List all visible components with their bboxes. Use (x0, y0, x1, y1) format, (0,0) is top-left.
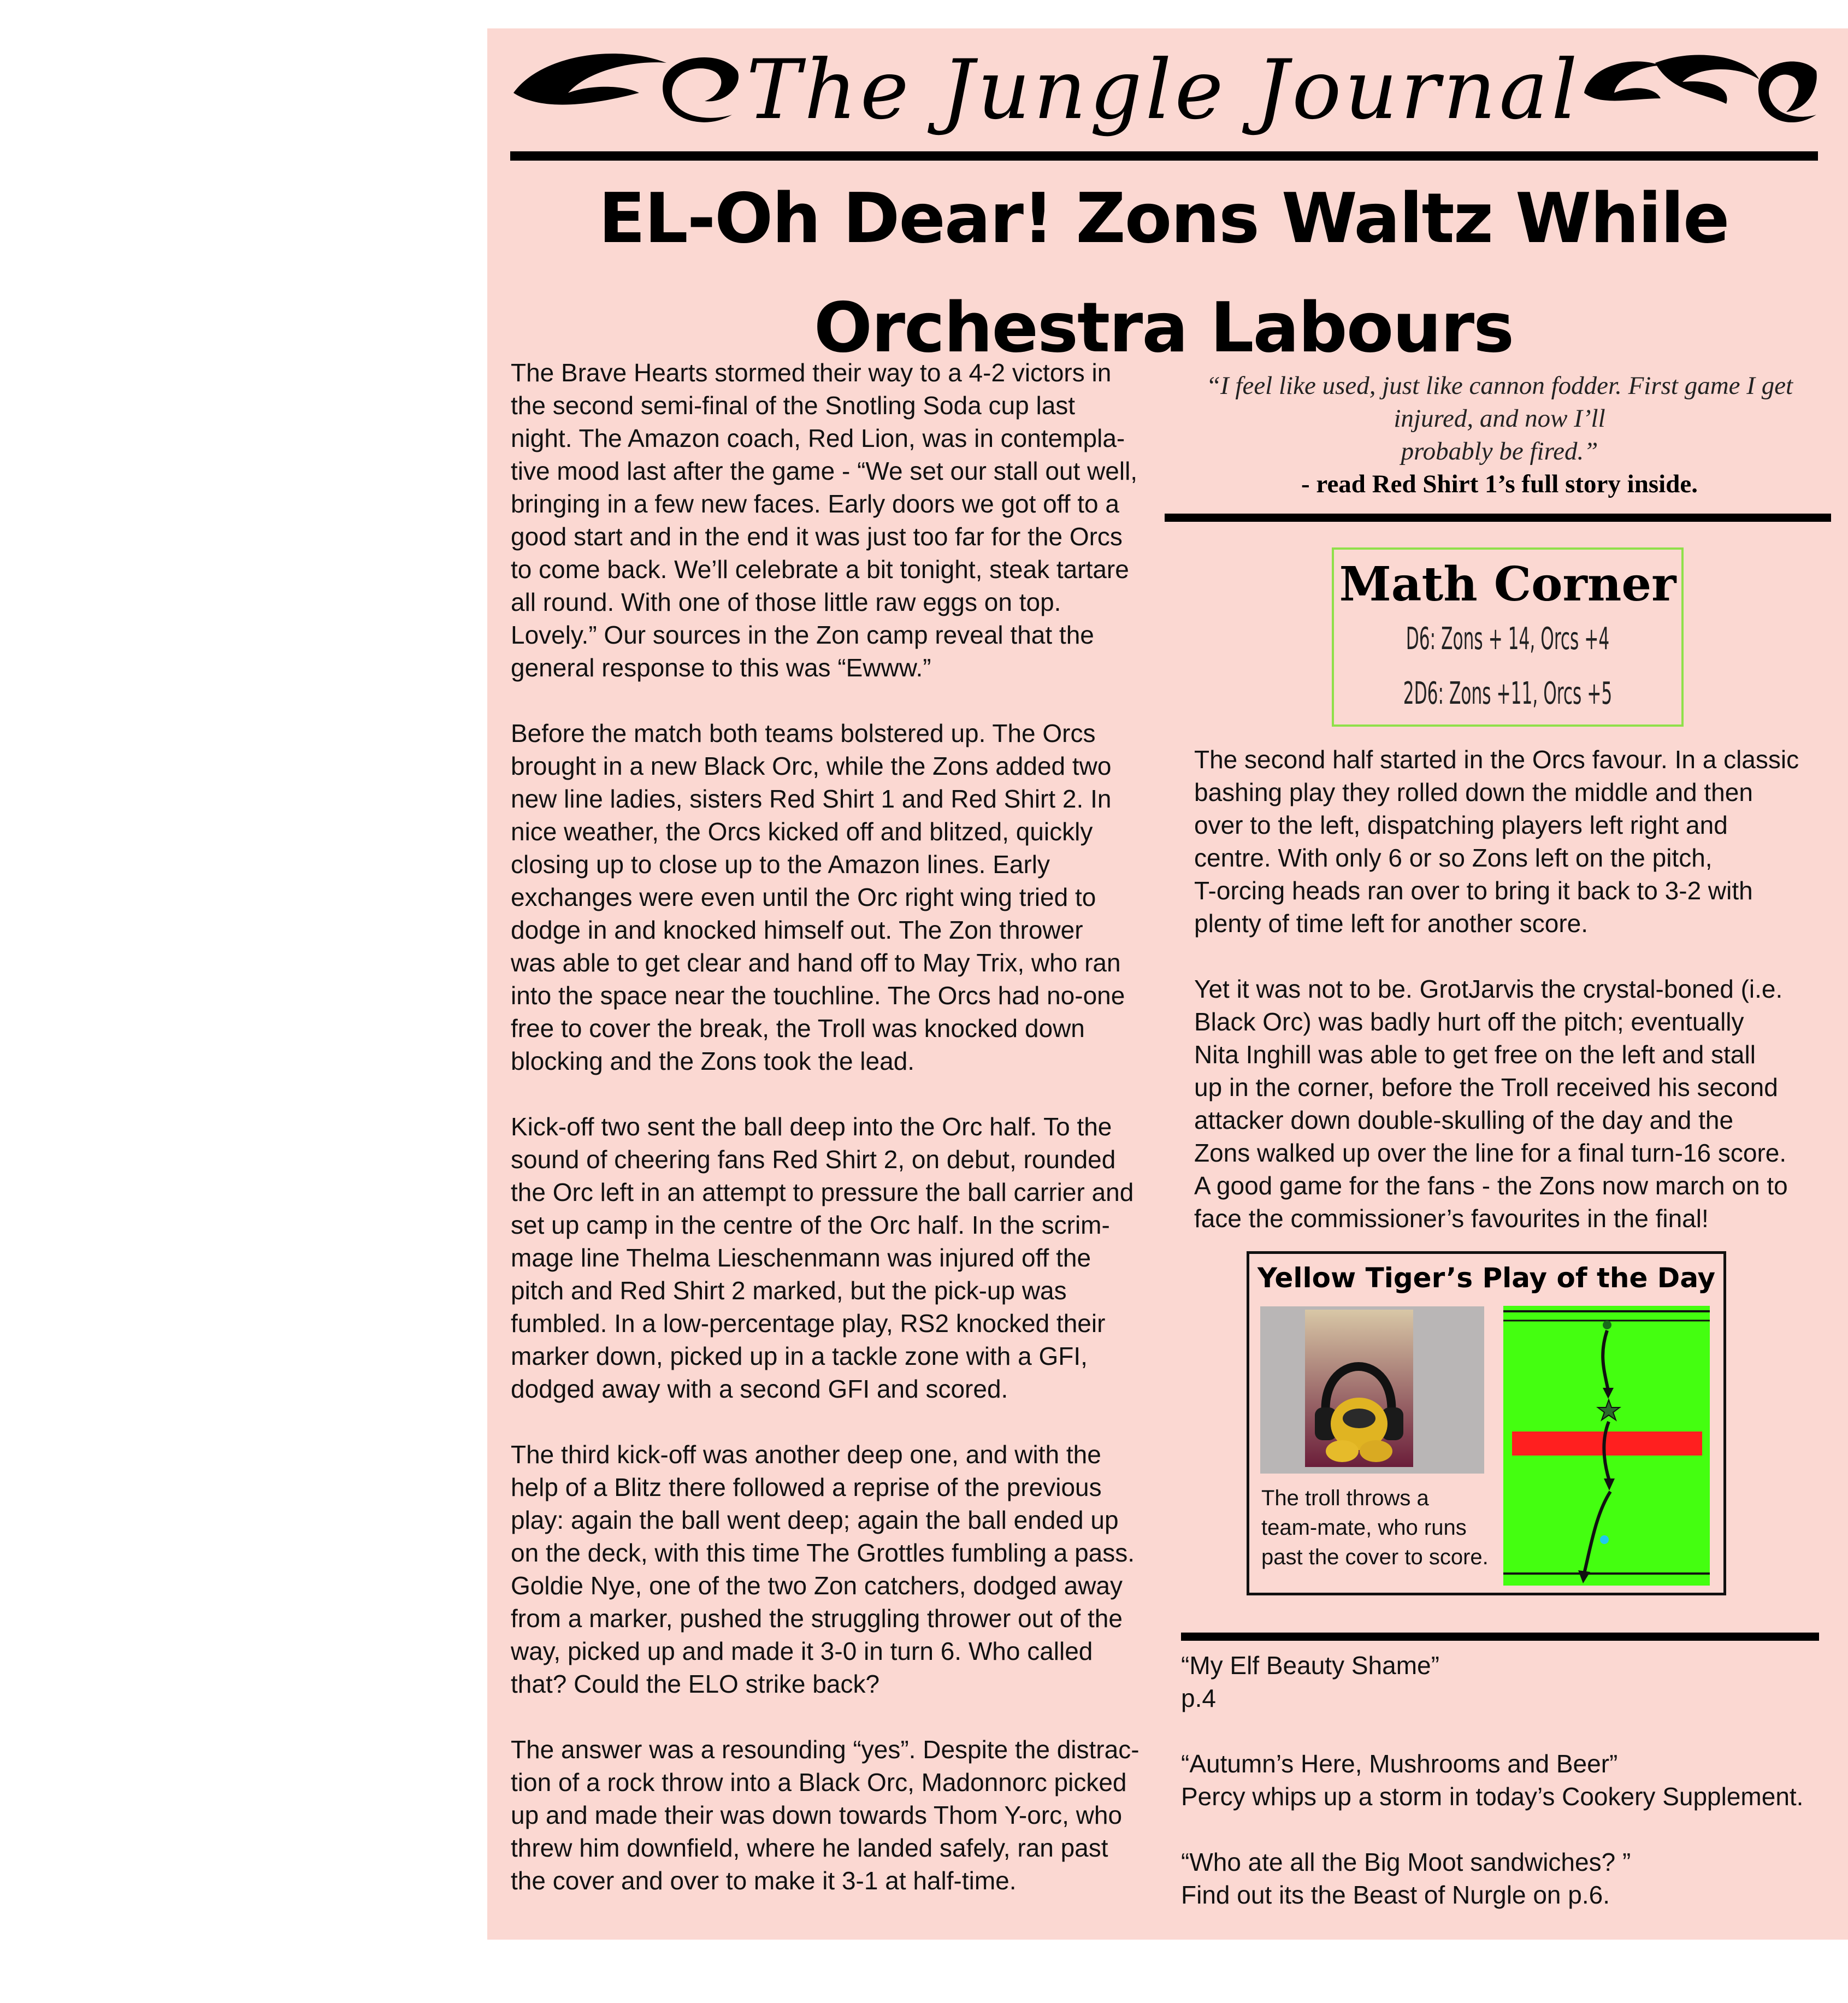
teaser-sub: Percy whips up a storm in today’s Cookery Supplement. (1181, 1782, 1804, 1811)
article-paragraph: Yet it was not to be. GrotJarvis the crystal-boned (i.e. Black Orc) was badly hurt off the pitch; eventually Nita Inghill was able to get free on the left and stall up in the corner, before the Troll received his second attacker down double-skulling of the day and the Zons walked up over the line for a final turn-16 score. A good game for the fans - the Zons now march on to face the commissioner’s favourites in the final! (1194, 975, 1788, 1233)
teaser-item[interactable] (1181, 1747, 1837, 1813)
teaser-sub: p.4 (1181, 1684, 1216, 1712)
left-flourish-icon (513, 54, 739, 122)
masthead-title: The Jungle Journal (746, 43, 1581, 138)
play-of-the-day-box (1247, 1251, 1726, 1595)
quote-text: “I feel like used, just like cannon fodder. First game I get injured, and now I’ll probably be fired.” (1206, 372, 1793, 466)
teaser-headline: “My Elf Beauty Shame” (1181, 1651, 1439, 1680)
article-paragraph: The third kick-off was another deep one, and with the help of a Blitz there followed a reprise of the previous play: again the ball went deep; again the ball ended up on the deck, with this time The Grottles fumbling a pass. Goldie Nye, one of the two Zon catchers, dodged away from a marker, pushed the struggling thrower out of the way, picked up and made it 3-0 in turn 6. Who called that? Could the ELO strike back? (511, 1440, 1135, 1698)
teaser-sub: Find out its the Beast of Nurgle on p.6. (1181, 1881, 1610, 1909)
teaser-item[interactable] (1181, 1846, 1837, 1911)
pitch-diagram (1503, 1306, 1710, 1586)
left-column (511, 356, 1153, 1930)
masthead-rule (510, 151, 1818, 161)
play-caption: The troll throws a team-mate, who runs past the cover to score. (1261, 1486, 1489, 1569)
scrimmage-line (1512, 1431, 1702, 1456)
quote-rule (1165, 514, 1831, 522)
masthead (508, 33, 1819, 148)
math-corner-box (1332, 547, 1684, 727)
article-paragraph: The second half started in the Orcs favour. In a classic bashing play they rolled down the middle and then over to the left, dispatching players left right and centre. With only 6 or so Zons left on the pitch, T-orcing heads ran over to bring it back to 3-2 with plenty of time left for another score. (1194, 745, 1799, 938)
right-flourish-icon (1584, 55, 1817, 122)
article-paragraph: Before the match both teams bolstered up. The Orcs brought in a new Black Orc, while the Zons added two new line ladies, sisters Red Shirt 1 and Red Shirt 2. In nice weather, the Orcs kicked off and blitzed, quickly closing up to close up to the Amazon lines. Early exchanges were even until the Orc right wing tried to dodge in and knocked himself out. The Zon thrower was able to get clear and hand off to May Trix, who ran into the space near the touchline. The Orcs had no-one free to cover the break, the Troll was knocked down blocking and the Zons took the lead. (511, 719, 1125, 1075)
math-corner-d6: D6: Zons + 14, Orcs +4 (1406, 621, 1610, 657)
right-column (1194, 743, 1828, 1268)
article-paragraph: Kick-off two sent the ball deep into the Orc half. To the sound of cheering fans Red Shirt 2, on debut, rounded the Orc left in an attempt to pressure the ball carrier and set up camp in the centre of the Orc half. In the scrim- mage line Thelma Lieschenmann was injured off the pitch and Red Shirt 2 marked, but the pick-up was fumbled. In a low-percentage play, RS2 knocked their marker down, picked up in a tackle zone with a GFI, dodged away with a second GFI and scored. (511, 1112, 1134, 1403)
teaser-headline: “Who ate all the Big Moot sandwiches? ” (1181, 1848, 1631, 1876)
teaser-headline: “Autumn’s Here, Mushrooms and Beer” (1181, 1749, 1618, 1778)
article-paragraph: The answer was a resounding “yes”. Despite the distrac- tion of a rock throw into a Black Orc, Madonnorc picked up and made their was down towards Thom Y-orc, who threw him downfield, where he landed safely, ran past the cover and over to make it 3-1 at half-time. (511, 1735, 1139, 1895)
inside-teasers (1181, 1649, 1837, 1944)
quote-attribution: - read Red Shirt 1’s full story inside. (1301, 470, 1698, 498)
teaser-rule (1181, 1633, 1819, 1641)
play-of-the-day-title: Yellow Tiger’s Play of the Day (1257, 1262, 1716, 1294)
math-corner-title: Math Corner (1339, 557, 1676, 612)
math-corner-2d6: 2D6: Zons +11, Orcs +5 (1403, 676, 1613, 711)
teaser-item[interactable] (1181, 1649, 1837, 1715)
pull-quote (1164, 369, 1835, 500)
article-paragraph: The Brave Hearts stormed their way to a 4-2 victors in the second semi-final of the Snotling Soda cup last night. The Amazon coach, Red Lion, was in contempla- tive mood last after the game - “We set our stall out well, bringing in a few new faces. Early doors we got off to a good start and in the end it was just too far for the Orcs to come back. We’ll celebrate a bit tonight, steak tartare all round. With one of those little raw eggs on top. Lovely.” Our sources in the Zon camp reveal that the general response to this was “Ewww.” (511, 358, 1138, 682)
troll-headphones-photo-icon (1260, 1306, 1484, 1474)
headline: EL-Oh Dear! Zons Waltz While Orchestra Labours (598, 178, 1729, 368)
